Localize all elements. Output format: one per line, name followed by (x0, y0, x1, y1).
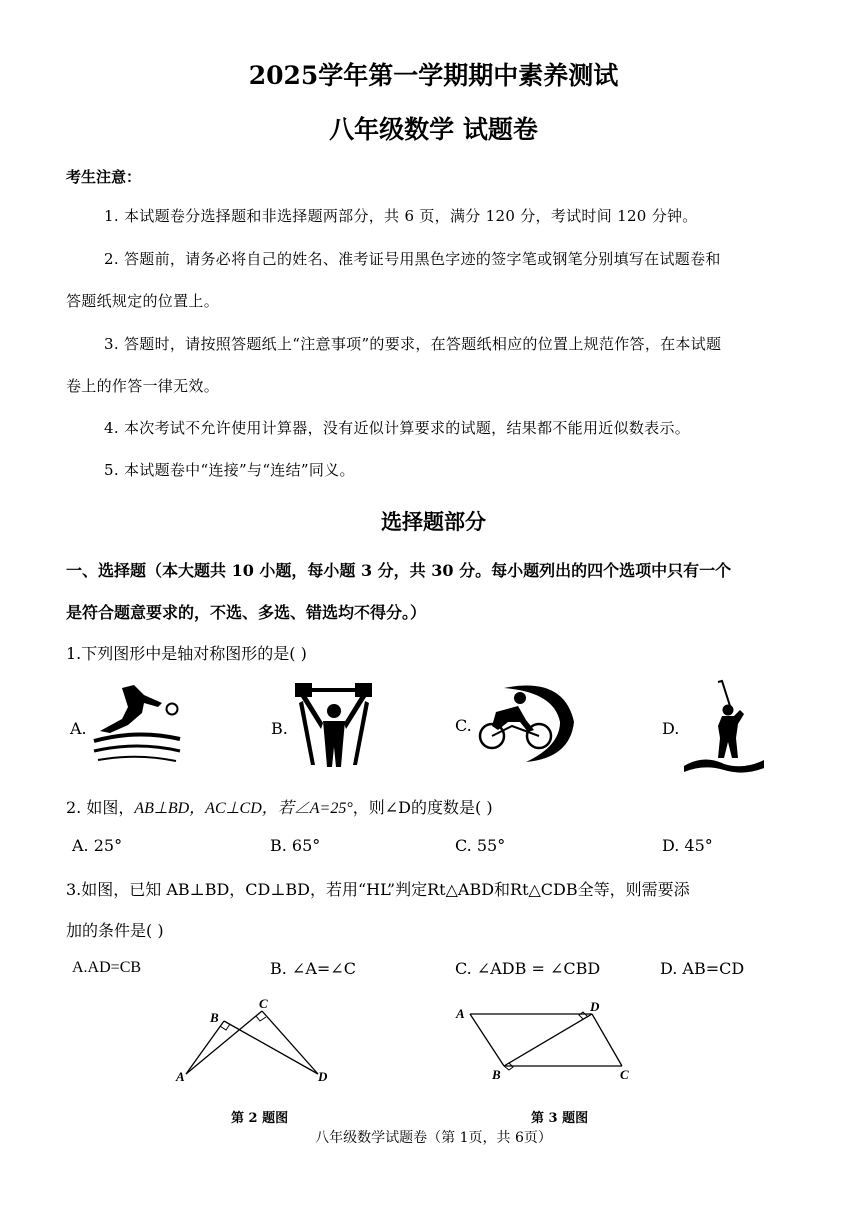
volleyball-player-icon (92, 683, 187, 768)
q2-option-d: D. 45° (662, 836, 713, 855)
q3-option-d: D. AB=CD (660, 959, 745, 978)
q1-option-c-label: C. (455, 716, 472, 735)
question-2-stem (66, 795, 493, 818)
fig2-label-b: B (210, 1010, 219, 1025)
notice-item-4: 4. 本次考试不允许使用计算器，没有近似计算要求的试题，结果都不能用近似数表示。 (104, 419, 691, 437)
notice-item-1: 1. 本试题卷分选择题和非选择题两部分，共 6 页，满分 120 分，考试时间 120 分钟。 (104, 207, 698, 225)
weightlifter-icon (293, 681, 375, 771)
q1-option-b-label: B. (271, 719, 288, 738)
fig3-label-d: D (590, 999, 600, 1014)
q2-option-c: C. 55° (455, 836, 506, 855)
part1-instructions-cont: 是符合题意要求的，不选、多选、错选均不得分。） (66, 603, 427, 622)
q2-stem-suffix: ，则∠D的度数是( ) (352, 798, 493, 817)
q3-option-c: C. ∠ADB = ∠CBD (455, 959, 601, 978)
q2-stem-prefix: 2. 如图， (66, 798, 135, 817)
notice-item-3-cont: 卷上的作答一律无效。 (66, 377, 220, 395)
q3-option-b: B. ∠A=∠C (270, 959, 356, 978)
q2-option-b: B. 65° (270, 836, 321, 855)
fig2-caption: 第 2 题图 (231, 1111, 289, 1126)
notice-item-2: 2. 答题前，请务必将自己的姓名、准考证号用黑色字迹的签字笔或钢笔分别填写在试题卷和 (104, 250, 721, 268)
q1-option-d-label: D. (662, 719, 680, 738)
q2-stem-math: AB⊥BD，AC⊥CD，若∠A=25° (134, 800, 353, 817)
q2-option-a: A. 25° (72, 836, 123, 855)
question-3-stem-cont: 加的条件是( ) (66, 921, 164, 940)
notice-item-3: 3. 答题时，请按照答题纸上“注意事项”的要求，在答题纸相应的位置上规范作答，在本试题 (104, 335, 722, 353)
question-1-stem: 1.下列图形中是轴对称图形的是( ) (66, 644, 307, 663)
fig3-label-a: A (456, 1006, 465, 1021)
question-3-stem: 3.如图，已知 AB⊥BD，CD⊥BD，若用“HL”判定Rt△ABD和Rt△CDB全等，则需要添 (66, 880, 690, 899)
cyclist-icon (474, 682, 579, 767)
q3-option-a: A.AD=CB (72, 959, 142, 976)
golfer-icon (684, 680, 766, 772)
fig2-label-a: A (176, 1069, 185, 1084)
q1-option-a-label: A. (70, 719, 87, 738)
fig3-label-b: B (492, 1067, 501, 1082)
notice-heading: 考生注意： (66, 168, 142, 186)
exam-subtitle: 八年级数学 试题卷 (329, 115, 538, 144)
notice-item-5: 5. 本试题卷中“连接”与“连结”同义。 (104, 461, 355, 479)
notice-item-2-cont: 答题纸规定的位置上。 (66, 292, 220, 310)
page-footer: 八年级数学试题卷（第 1页，共 6页） (315, 1130, 552, 1146)
fig3-caption: 第 3 题图 (531, 1111, 589, 1126)
q3-figure (452, 998, 642, 1083)
part1-instructions: 一、选择题（本大题共 10 小题，每小题 3 分，共 30 分。每小题列出的四个选项中只有一个 (66, 561, 732, 580)
fig2-label-c: C (259, 996, 268, 1011)
section-title: 选择题部分 (381, 509, 486, 534)
exam-title: 2025学年第一学期期中素养测试 (248, 61, 619, 90)
fig3-label-c: C (620, 1067, 629, 1082)
fig2-label-d: D (318, 1069, 328, 1084)
q2-figure (170, 995, 340, 1090)
